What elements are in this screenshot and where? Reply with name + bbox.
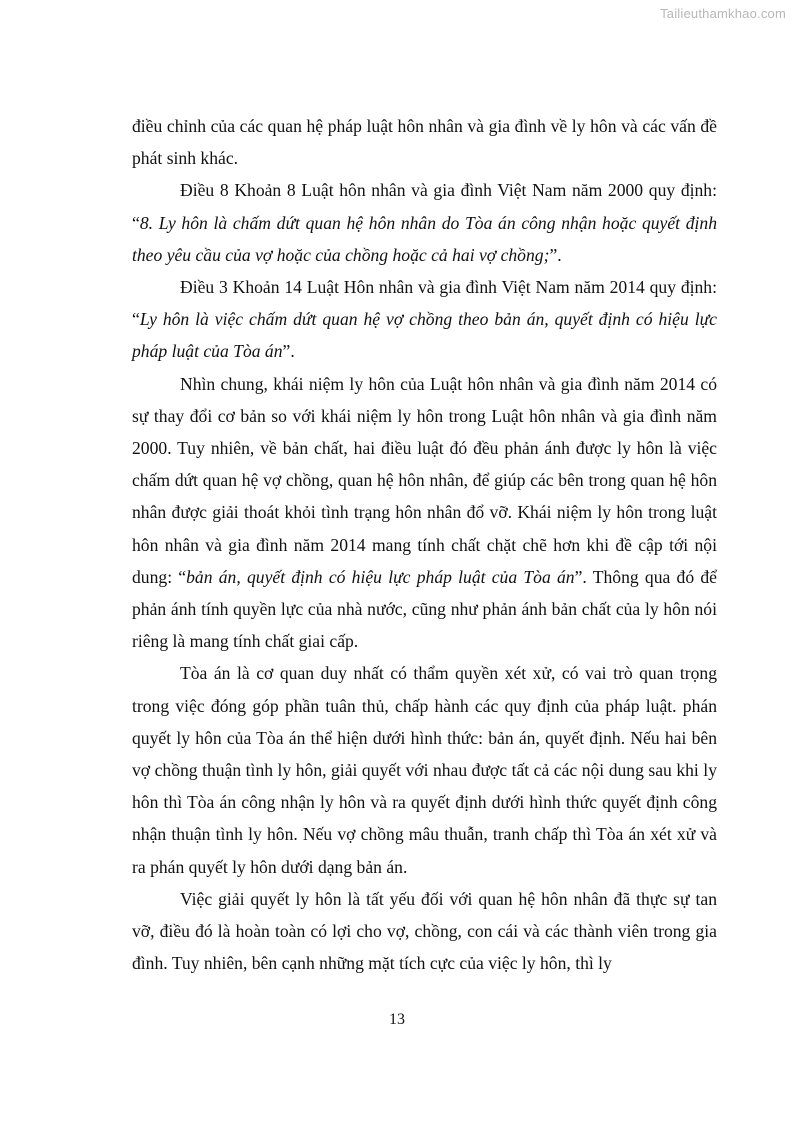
paragraph [132, 657, 717, 882]
paragraph [132, 110, 717, 174]
text-run: điều chỉnh của các quan hệ pháp luật hôn nhân và gia đình về ly hôn và các vấn đề phát sinh khác. [132, 116, 717, 169]
italic-quote: Ly hôn là việc chấm dứt quan hệ vợ chồng theo bản án, quyết định có hiệu lực pháp luật của Tòa án [132, 309, 717, 362]
paragraph [132, 368, 717, 658]
italic-quote: 8. Ly hôn là chấm dứt quan hệ hôn nhân do Tòa án công nhận hoặc quyết định theo yêu cầu của vợ hoặc của chồng hoặc cả hai vợ chồng; [132, 212, 717, 265]
text-run: Điều 8 Khoản 8 Luật hôn nhân và gia đình Việt Nam năm 2000 quy định: “ [132, 180, 717, 233]
text-run: ”. Thông qua đó để phản ánh tính quyền lực của nhà nước, cũng như phản ánh bản chất của ly hôn nói riêng là mang tính chất giai cấp. [132, 566, 717, 652]
text-run: Việc giải quyết ly hôn là tất yếu đối với quan hệ hôn nhân đã thực sự tan vỡ, điều đó là hoàn toàn có lợi cho vợ, chồng, con cái và các thành viên trong gia đình. Tuy nhiên, bên cạnh những mặt tích cực của việc ly hôn, thì ly [132, 888, 717, 974]
document-body [132, 110, 717, 979]
text-run: Tòa án là cơ quan duy nhất có thẩm quyền xét xử, có vai trò quan trọng trong việc đóng góp phần tuân thủ, chấp hành các quy định của pháp luật. phán quyết ly hôn của Tòa án thể hiện dưới hình thức: bản án, quyết định. Nếu hai bên vợ chồng thuận tình ly hôn, giải quyết với nhau được tất cả các nội dung sau khi ly hôn thì Tòa án công nhận ly hôn và ra quyết định dưới hình thức quyết định công nhận thuận tình ly hôn. Nếu vợ chồng mâu thuẫn, tranh chấp thì Tòa án xét xử và ra phán quyết ly hôn dưới dạng bản án. [132, 663, 717, 877]
text-run: ”. [549, 244, 562, 265]
paragraph [132, 174, 717, 271]
paragraph [132, 883, 717, 980]
text-run: ”. [282, 341, 295, 362]
italic-quote: bản án, quyết định có hiệu lực pháp luật của Tòa án [186, 566, 575, 587]
paragraph [132, 271, 717, 368]
page-number: 13 [389, 1011, 405, 1028]
text-run: Điều 3 Khoản 14 Luật Hôn nhân và gia đình Việt Nam năm 2014 quy định: “ [132, 277, 717, 330]
text-run: Nhìn chung, khái niệm ly hôn của Luật hôn nhân và gia đình năm 2014 có sự thay đổi cơ bản so với khái niệm ly hôn trong Luật hôn nhân và gia đình năm 2000. Tuy nhiên, về bản chất, hai điều luật đó đều phản ánh được ly hôn là việc chấm dứt quan hệ vợ chồng, quan hệ hôn nhân, để giúp các bên trong quan hệ hôn nhân được giải thoát khỏi tình trạng hôn nhân đổ vỡ. Khái niệm ly hôn trong luật hôn nhân và gia đình năm 2014 mang tính chất chặt chẽ hơn khi đề cập tới nội dung: “ [132, 373, 717, 587]
watermark: Tailieuthamkhao.com [660, 6, 786, 21]
